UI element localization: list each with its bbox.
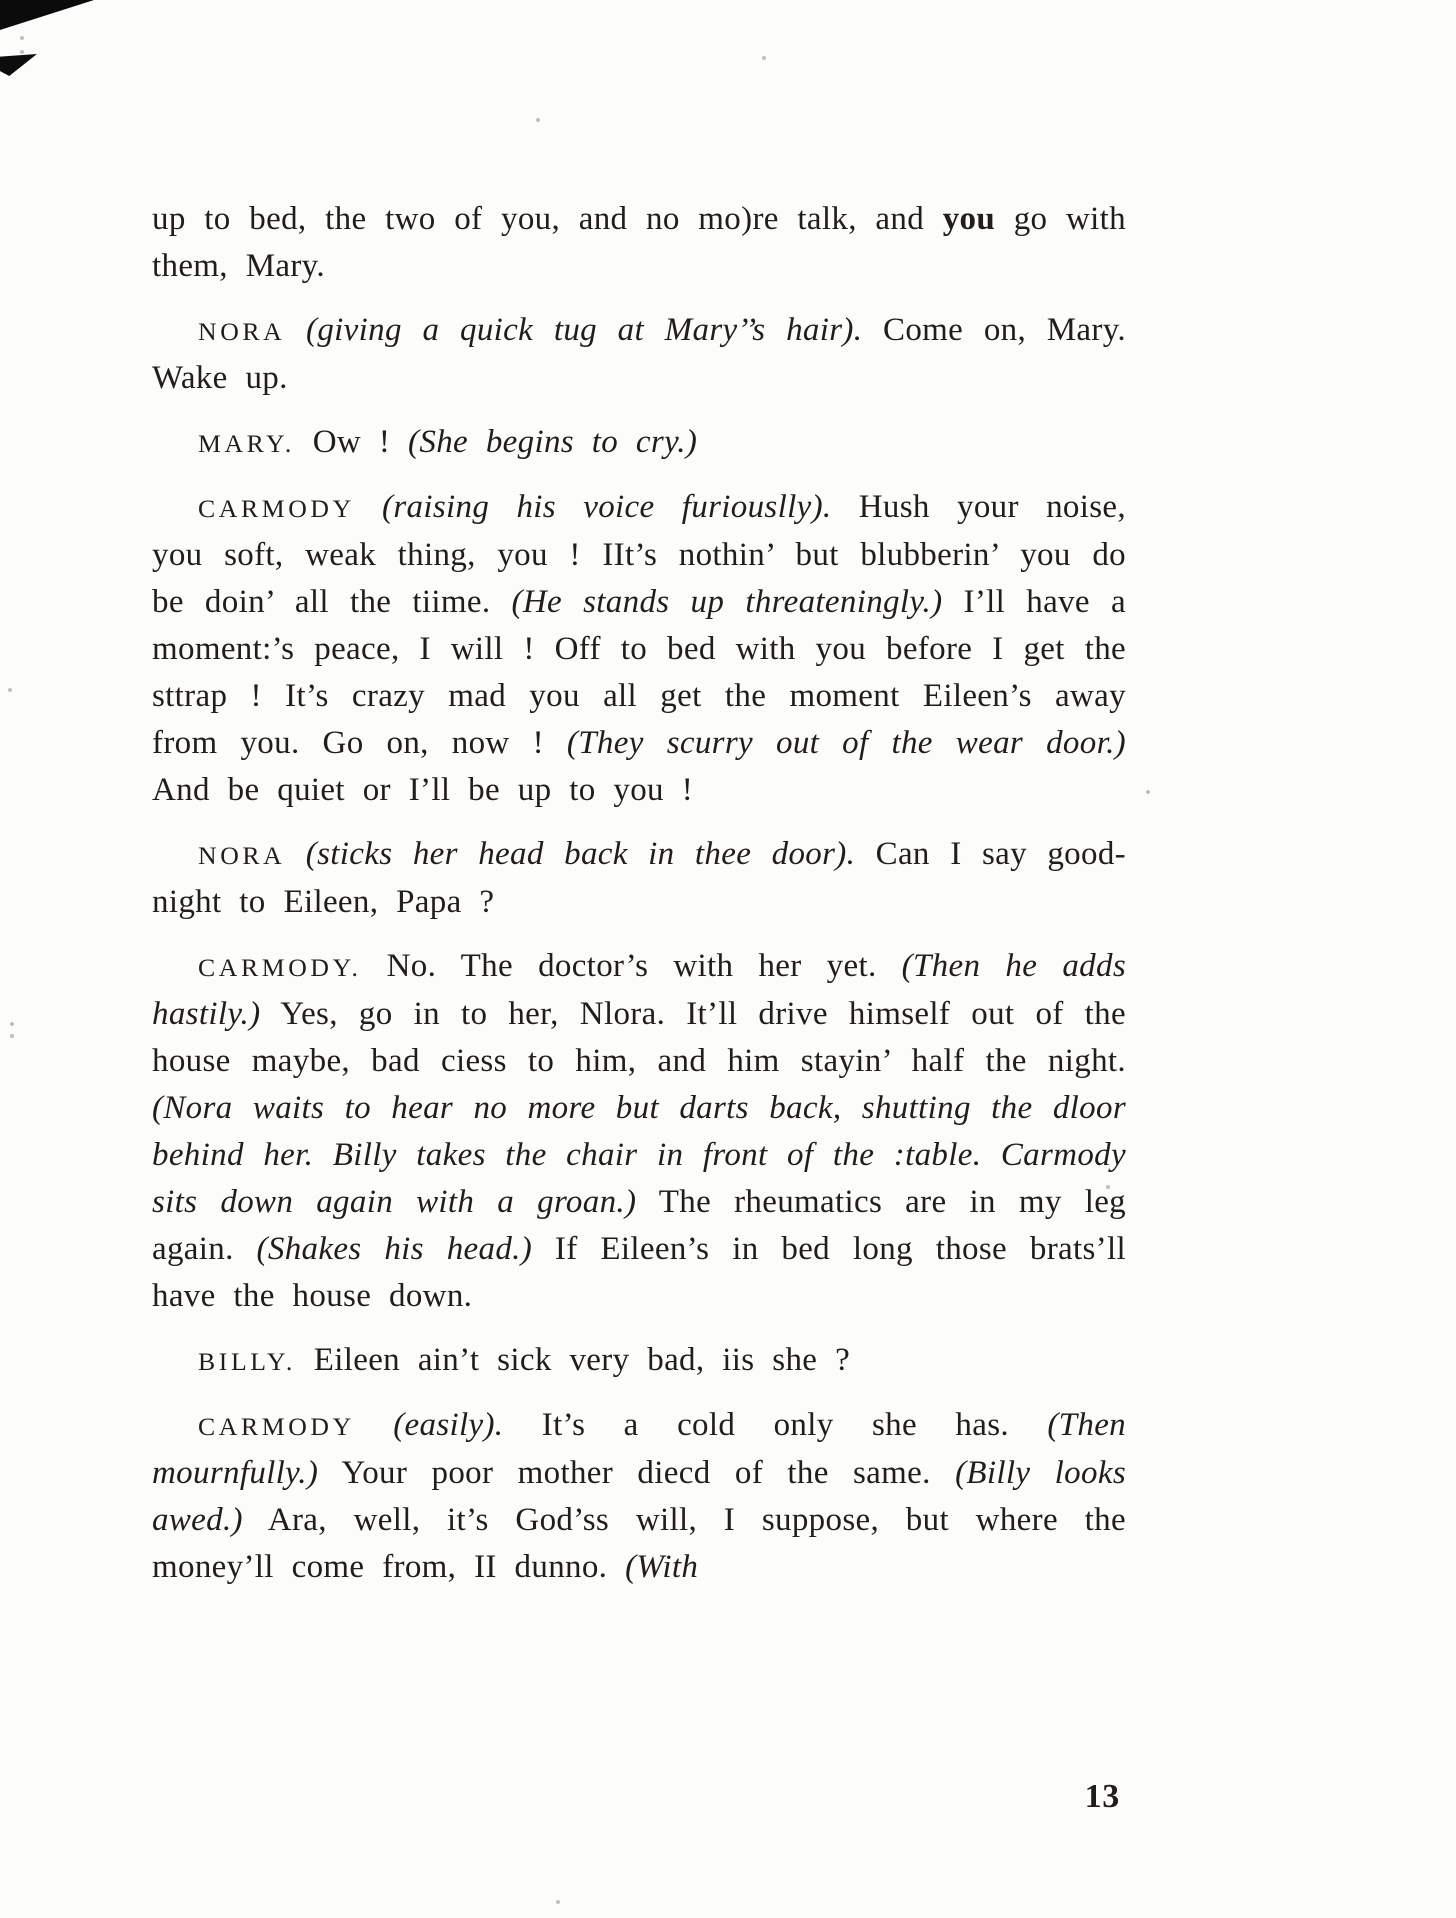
dialogue-text: It’s a cold only she has.: [503, 1407, 1048, 1443]
stage-direction: (Then mournfully.): [152, 1407, 1126, 1491]
stage-direction: (sticks her head back in thee door).: [285, 836, 856, 872]
character-name: BILLY.: [198, 1347, 296, 1376]
stage-direction: (She begins to cry.): [408, 424, 698, 460]
character-name: NORA: [198, 841, 286, 870]
paragraph: [152, 419, 1126, 467]
dialogue-text: Ara, well, it’s God’ss will, I suppose, but where the money’ll come from, II dunno.: [152, 1502, 1126, 1585]
scan-speck: [536, 118, 540, 122]
paragraph: [152, 831, 1126, 926]
dialogue-text: Your poor mother diecd of the same.: [318, 1455, 956, 1491]
scan-speck: [10, 1022, 14, 1026]
dialogue-text: Hush your noise, you soft, weak thing, you ! IIt’s nothin’ but blubberin’ you do be doin’ all the tiime.: [152, 489, 1126, 620]
paragraph: [152, 1337, 1126, 1385]
dialogue-text: Can I say good-night to Eileen, Papa ?: [152, 836, 1126, 920]
stage-direction: (raising his voice furiouslly).: [354, 489, 832, 525]
dialogue-text: No. The doctor’s with her yet.: [361, 948, 902, 984]
paragraph: [152, 307, 1126, 402]
stage-direction: (They scurry out of the wear door.): [566, 725, 1126, 761]
stage-direction: (Nora waits to hear no more but darts back, shutting the dloor behind her. Billy takes the chair in front of the :table. Carmody sits down again with a groan.): [152, 1090, 1126, 1220]
dialogue-text: If Eileen’s in bed long those brats’ll have the house down.: [152, 1231, 1126, 1314]
character-name: NORA: [198, 317, 286, 346]
paragraph: [152, 943, 1126, 1320]
scan-speck: [8, 688, 12, 692]
stage-direction: (Shakes his head.): [256, 1231, 533, 1267]
character-name: MARY.: [198, 429, 295, 458]
stage-direction: (With: [625, 1549, 699, 1585]
character-name: CARMODY: [198, 494, 355, 523]
character-name: CARMODY.: [198, 953, 362, 982]
dialogue-text: And be quiet or I’ll be up to you !: [152, 772, 694, 808]
dialogue-text: Yes, go in to her, Nlora. It’ll drive himself out of the house maybe, bad ciess to him, and him stayin’ half the night.: [152, 996, 1126, 1079]
scan-speck: [20, 36, 24, 40]
scan-corner-nick: [0, 54, 42, 76]
scan-speck: [20, 50, 24, 54]
paragraph: [152, 196, 1126, 290]
dialogue-text: Ow !: [294, 424, 409, 460]
paragraph: [152, 484, 1126, 814]
stage-direction: (He stands up threateningly.): [511, 584, 943, 620]
scan-corner-mark: [0, 0, 94, 30]
stage-direction: (easily).: [354, 1407, 504, 1443]
page-number: 13: [1084, 1778, 1120, 1815]
scan-speck: [1146, 790, 1150, 794]
stage-direction: (Billy looks awed.): [152, 1455, 1126, 1538]
dialogue-text: Come on, Mary. Wake up.: [152, 312, 1126, 396]
character-name: CARMODY: [198, 1412, 355, 1441]
dialogue-text: I’ll have a moment:’s peace, I will ! Off to bed with you before I get the sttrap ! It’s crazy mad you all get the moment Eileen’s away from you. Go on, now !: [152, 584, 1126, 761]
dialogue-text: up to bed, the two of you, and no mo)re talk, and: [152, 201, 925, 237]
paragraph: [152, 1402, 1126, 1591]
dialogue-text: Eileen ain’t sick very bad, iis she ?: [295, 1342, 851, 1378]
stage-direction: (giving a quick tug at Mary’’s hair).: [285, 312, 863, 348]
scan-speck: [10, 1034, 14, 1038]
scan-speck: [556, 1900, 560, 1904]
dialogue-text: The rheumatics are in my leg again.: [152, 1184, 1126, 1267]
stage-direction: (Then he adds hastily.): [152, 948, 1126, 1032]
dialogue-text: go with them, Mary.: [152, 201, 1126, 284]
dialogue-text: you: [924, 201, 996, 237]
scan-speck: [762, 56, 766, 60]
text-block: [152, 196, 1126, 1608]
